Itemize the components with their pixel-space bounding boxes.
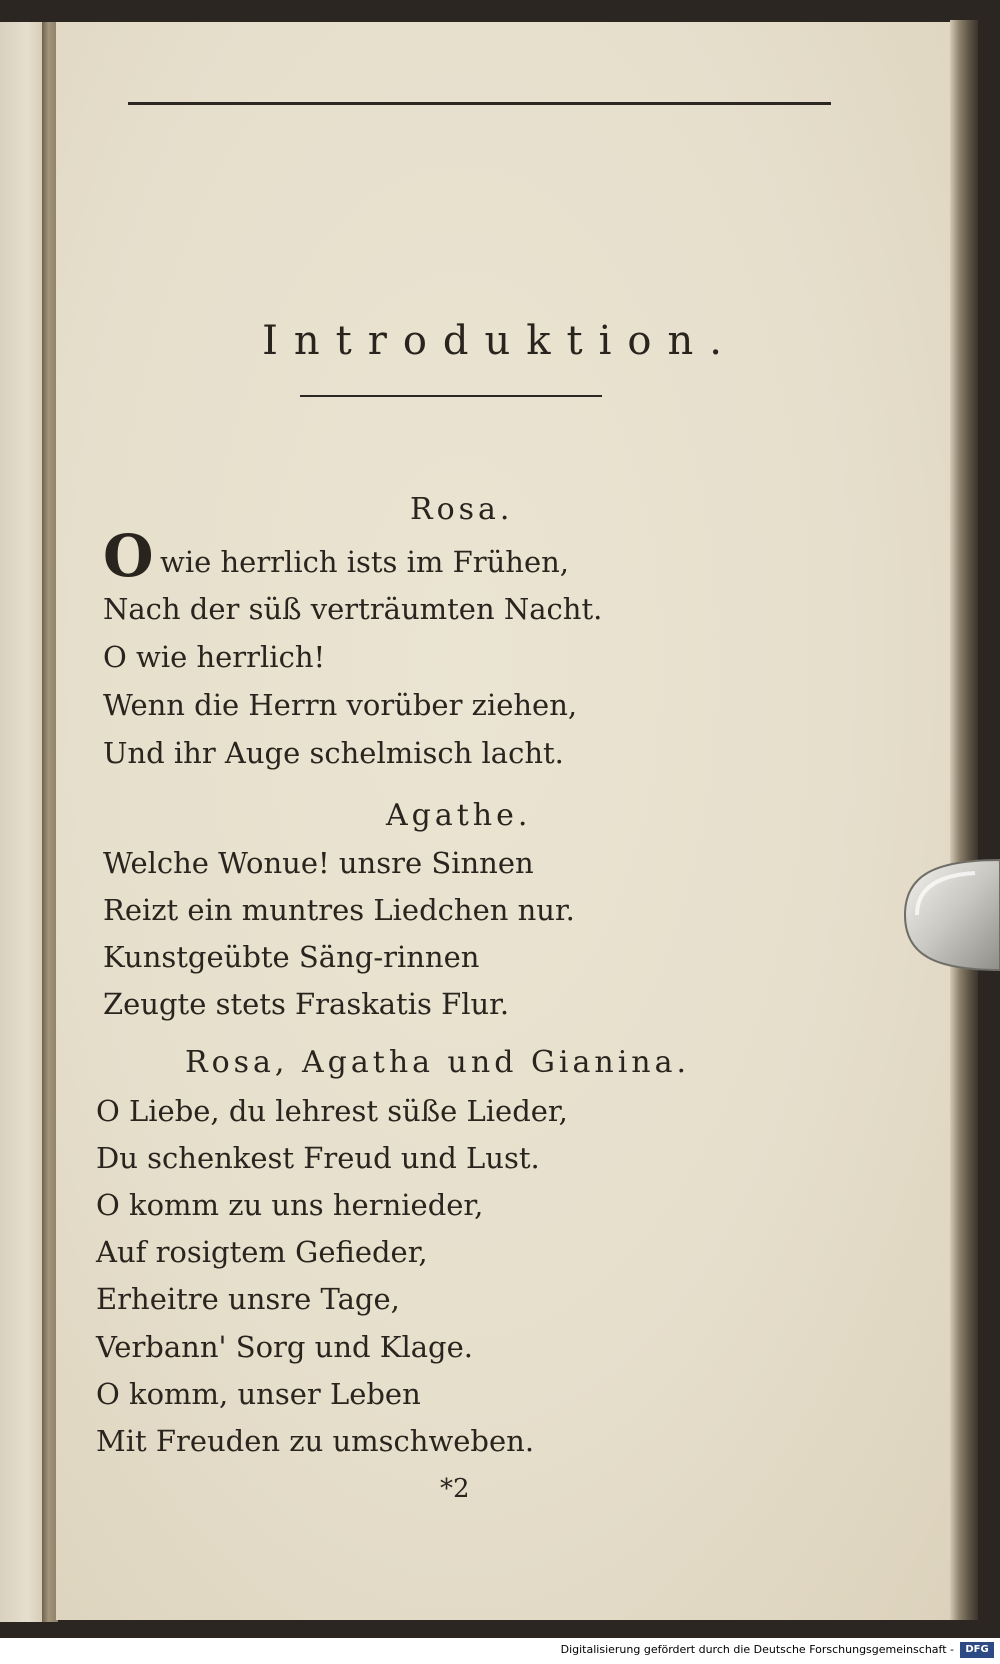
dfg-logo: DFG	[960, 1642, 994, 1658]
speaker-agathe: Agathe.	[386, 798, 532, 833]
verse-line: wie herrlich ists im Frühen,	[160, 545, 570, 579]
verse-line: Auf rosigtem Gefieder,	[96, 1235, 428, 1269]
verse-line: Nach der süß verträumten Nacht.	[103, 592, 603, 626]
page-title: Introduktion.	[262, 318, 738, 364]
verse-line: Kunstgeübte Säng-rinnen	[103, 940, 480, 974]
speaker-rosa: Rosa.	[410, 492, 514, 527]
page-fore-edge	[950, 20, 978, 1620]
speaker-trio: Rosa, Agatha und Gianina.	[185, 1045, 691, 1080]
verse-line: Mit Freuden zu umschweben.	[96, 1424, 535, 1458]
page-weight-clip	[895, 855, 1000, 975]
verse-line: O wie herrlich!	[103, 640, 326, 674]
verse-line: Zeugte stets Fraskatis Flur.	[103, 987, 510, 1021]
verse-line: Welche Wonue! unsre Sinnen	[103, 846, 534, 880]
verse-line: Wenn die Herrn vorüber ziehen,	[103, 688, 578, 722]
footer-credit: Digitalisierung gefördert durch die Deutsche Forschungsgemeinschaft -	[560, 1643, 954, 1656]
verse-line: Erheitre unsre Tage,	[96, 1282, 400, 1316]
verse-line: O komm zu uns hernieder,	[96, 1188, 484, 1222]
verse-line: Du schenkest Freud und Lust.	[96, 1141, 540, 1175]
verse-line: Reizt ein muntres Liedchen nur.	[103, 893, 575, 927]
verse-line: O komm, unser Leben	[96, 1377, 421, 1411]
verse-line: O Liebe, du lehrest süße Lieder,	[96, 1094, 568, 1128]
verse-line: Und ihr Auge schelmisch lacht.	[103, 736, 564, 770]
title-rule	[300, 395, 602, 397]
drop-cap: O	[103, 522, 154, 590]
top-rule	[128, 102, 831, 105]
verse-line: Verbann' Sorg und Klage.	[96, 1330, 473, 1364]
page-signature: *2	[440, 1474, 470, 1504]
